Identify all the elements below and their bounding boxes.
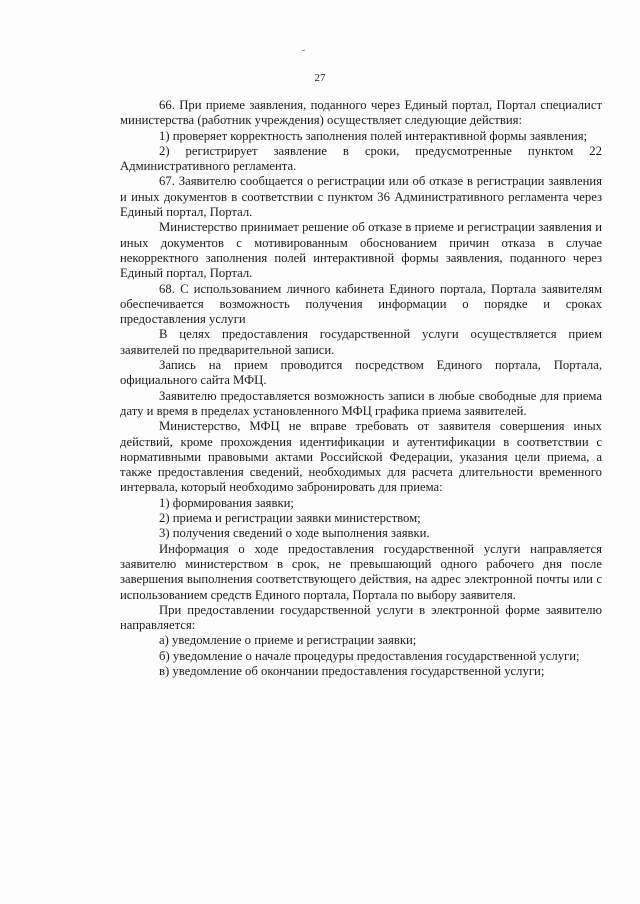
list-item-b: б) уведомление о начале процедуры предоставления государственной услуги; bbox=[159, 648, 580, 663]
page-number: 27 bbox=[314, 72, 326, 84]
document-body bbox=[120, 98, 602, 679]
list-item-a: а) уведомление о приеме и регистрации заявки; bbox=[159, 633, 417, 648]
list-item-2: 2) регистрирует заявление в сроки, предусмотренные пунктом 22 Административного регламента. bbox=[120, 143, 602, 174]
paragraph-free-slots: Заявителю предоставляется возможность записи в любые свободные для приема дату и время в пределах установленного МФЦ графика приема заявителей. bbox=[120, 388, 602, 418]
list-item-c: в) уведомление об окончании предоставления государственной услуги; bbox=[159, 663, 545, 678]
paragraph-appointment: В целях предоставления государственной услуги осуществляется прием заявителей по предварительной записи. bbox=[120, 327, 602, 357]
paragraph-status-info: Информация о ходе предоставления государственной услуги направляется заявителю министерством в срок, не превышающий одного рабочего дня после завершения выполнения соответствующего действия, на адрес электронной почты или с использованием средств Единого портала, Портала по выбору заявителя. bbox=[120, 541, 602, 602]
paragraph-68: 68. С использованием личного кабинета Единого портала, Портала заявителям обеспечивается возможность получения информации о порядке и сроках предоставления услуги bbox=[120, 281, 602, 327]
paragraph-requirements: Министерство, МФЦ не вправе требовать от заявителя совершения иных действий, кроме прохождения идентификации и аутентификации в соответствии с нормативными правовыми актами Российской Федерации, указания цели приема, а также предоставления сведений, необходимых для расчета длительности временного интервала, который необходимо забронировать для приема: bbox=[120, 419, 602, 495]
paragraph-refusal: Министерство принимает решение об отказе в приеме и регистрации заявления и иных документов с мотивированным обоснованием причин отказа в случае некорректного заполнения полей интерактивной формы заявления, поданного через Единый портал, Портал. bbox=[120, 220, 602, 281]
list-item-3: 3) получения сведений о ходе выполнения заявки. bbox=[159, 526, 430, 541]
paragraph-66: 66. При приеме заявления, поданного через Единый портал, Портал специалист министерства (работник учреждения) осуществляет следующие действия: bbox=[120, 98, 602, 128]
list-item-2: 2) приема и регистрации заявки министерством; bbox=[159, 511, 421, 526]
list-item-1: 1) формирования заявки; bbox=[159, 495, 294, 510]
scan-artifact bbox=[302, 50, 305, 51]
paragraph-booking: Запись на прием проводится посредством Единого портала, Портала, официального сайта МФЦ. bbox=[120, 358, 602, 388]
paragraph-notifications: При предоставлении государственной услуги в электронной форме заявителю направляется: bbox=[120, 602, 602, 633]
list-item-1: 1) проверяет корректность заполнения полей интерактивной формы заявления; bbox=[159, 128, 588, 143]
paragraph-67: 67. Заявителю сообщается о регистрации или об отказе в регистрации заявления и иных документов в соответствии с пунктом 36 Административного регламента через Единый портал, Портал. bbox=[120, 174, 602, 220]
